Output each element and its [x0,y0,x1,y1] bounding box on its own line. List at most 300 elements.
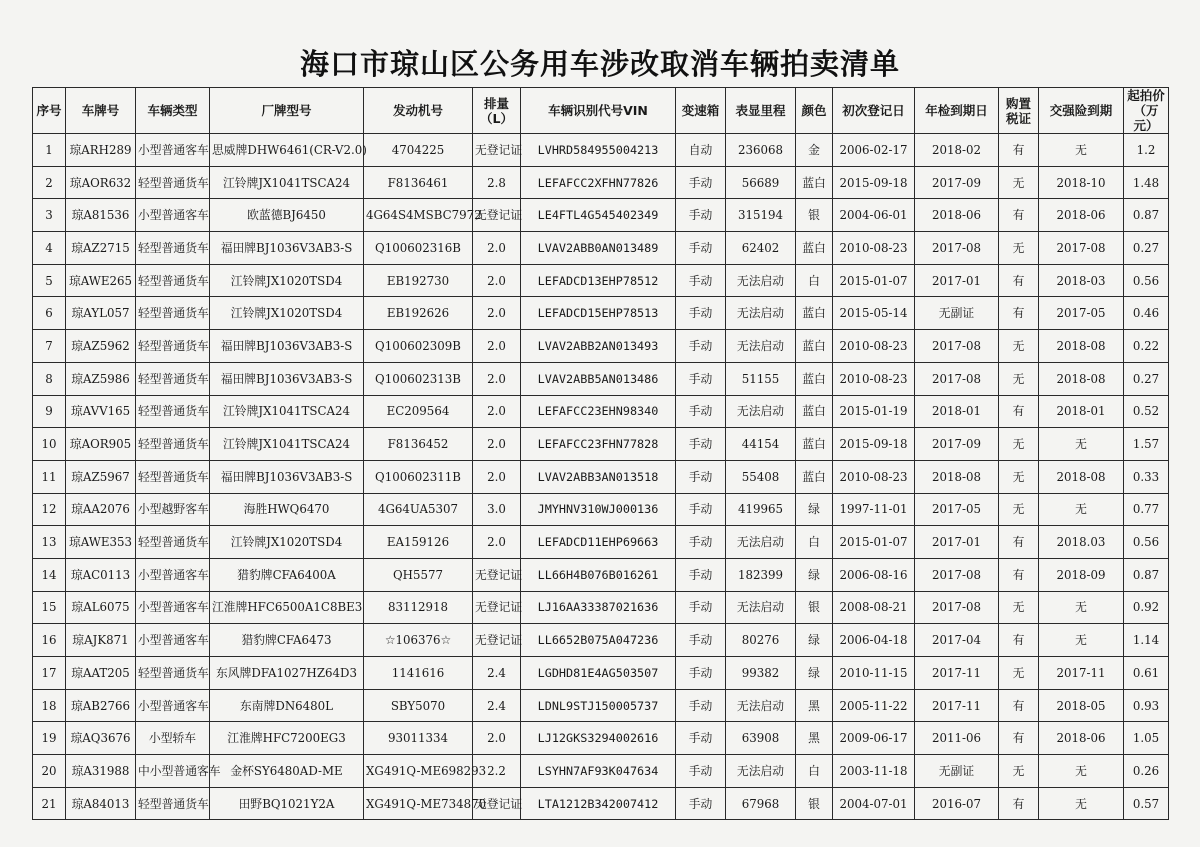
cell-displacement: 无登记证 [473,787,521,820]
table-row [33,526,1169,559]
col-header-vin: 车辆识别代号VIN [521,88,676,134]
cell-purchase-tax-cert: 无 [999,330,1039,363]
cell-gearbox: 手动 [676,591,726,624]
col-header-engine-no: 发动机号 [364,88,473,134]
cell-vehicle-type: 小型普通客车 [136,624,210,657]
cell-first-registration: 2006-02-17 [833,134,915,167]
cell-gearbox: 手动 [676,689,726,722]
cell-mileage: 无法启动 [726,297,796,330]
cell-inspection-due: 2017-01 [915,264,999,297]
cell-starting-price: 0.27 [1124,362,1169,395]
cell-purchase-tax-cert: 无 [999,428,1039,461]
cell-engine-no: EB192730 [364,264,473,297]
cell-starting-price: 0.87 [1124,558,1169,591]
cell-plate: 琼AVV165 [66,395,136,428]
cell-starting-price: 0.93 [1124,689,1169,722]
cell-gearbox: 手动 [676,787,726,820]
cell-model: 江铃牌JX1020TSD4 [210,297,364,330]
cell-vehicle-type: 轻型普通货车 [136,428,210,461]
cell-vin: LEFADCD11EHP69663 [521,526,676,559]
cell-plate: 琼AZ5986 [66,362,136,395]
cell-color: 蓝白 [796,395,833,428]
cell-gearbox: 手动 [676,199,726,232]
cell-index: 10 [33,428,66,461]
cell-gearbox: 手动 [676,166,726,199]
cell-color: 绿 [796,558,833,591]
cell-plate: 琼AZ2715 [66,232,136,265]
cell-index: 20 [33,755,66,788]
cell-index: 15 [33,591,66,624]
cell-first-registration: 2015-01-07 [833,264,915,297]
cell-plate: 琼AOR632 [66,166,136,199]
cell-first-registration: 2010-08-23 [833,330,915,363]
cell-mileage: 无法启动 [726,395,796,428]
cell-vehicle-type: 小型普通客车 [136,591,210,624]
cell-mileage: 无法启动 [726,689,796,722]
cell-starting-price: 1.48 [1124,166,1169,199]
cell-mileage: 无法启动 [726,264,796,297]
col-header-gearbox: 变速箱 [676,88,726,134]
cell-vin: LTA1212B342007412 [521,787,676,820]
cell-gearbox: 手动 [676,428,726,461]
cell-insurance-due: 2017-05 [1039,297,1124,330]
cell-model: 福田牌BJ1036V3AB3-S [210,232,364,265]
cell-starting-price: 0.56 [1124,526,1169,559]
cell-first-registration: 2005-11-22 [833,689,915,722]
cell-index: 21 [33,787,66,820]
cell-mileage: 62402 [726,232,796,265]
cell-color: 白 [796,755,833,788]
col-header-first-registration: 初次登记日 [833,88,915,134]
cell-starting-price: 1.57 [1124,428,1169,461]
cell-model: 思威牌DHW6461(CR-V2.0) [210,134,364,167]
cell-engine-no: 4G64S4MSBC7972 [364,199,473,232]
cell-index: 7 [33,330,66,363]
cell-plate: 琼AQ3676 [66,722,136,755]
table-row [33,330,1169,363]
cell-first-registration: 2010-08-23 [833,362,915,395]
cell-engine-no: F8136452 [364,428,473,461]
cell-starting-price: 0.87 [1124,199,1169,232]
cell-model: 猎豹牌CFA6400A [210,558,364,591]
table-row [33,755,1169,788]
table-row [33,232,1169,265]
cell-insurance-due: 2018-06 [1039,199,1124,232]
cell-displacement: 无登记证 [473,558,521,591]
cell-insurance-due: 2018-08 [1039,460,1124,493]
cell-inspection-due: 2018-01 [915,395,999,428]
table-row [33,460,1169,493]
col-header-starting-price: 起拍价（万元） [1124,88,1169,134]
table-row [33,624,1169,657]
cell-inspection-due: 2018-06 [915,199,999,232]
cell-index: 9 [33,395,66,428]
cell-plate: 琼ARH289 [66,134,136,167]
cell-engine-no: SBY5070 [364,689,473,722]
cell-vin: LVAV2ABB0AN013489 [521,232,676,265]
cell-inspection-due: 2017-08 [915,232,999,265]
col-header-model: 厂牌型号 [210,88,364,134]
cell-mileage: 182399 [726,558,796,591]
table-row [33,264,1169,297]
cell-inspection-due: 2017-08 [915,362,999,395]
col-header-inspection-due: 年检到期日 [915,88,999,134]
cell-gearbox: 手动 [676,232,726,265]
cell-plate: 琼AZ5967 [66,460,136,493]
cell-color: 蓝白 [796,297,833,330]
cell-first-registration: 2015-01-19 [833,395,915,428]
cell-vehicle-type: 小型普通客车 [136,134,210,167]
cell-first-registration: 2015-09-18 [833,166,915,199]
cell-mileage: 无法启动 [726,330,796,363]
cell-inspection-due: 2011-06 [915,722,999,755]
cell-gearbox: 手动 [676,722,726,755]
cell-index: 8 [33,362,66,395]
col-header-vehicle-type: 车辆类型 [136,88,210,134]
cell-displacement: 2.0 [473,330,521,363]
cell-insurance-due: 无 [1039,134,1124,167]
cell-purchase-tax-cert: 有 [999,264,1039,297]
cell-vin: LVHRD584955004213 [521,134,676,167]
cell-gearbox: 手动 [676,558,726,591]
cell-first-registration: 2008-08-21 [833,591,915,624]
cell-gearbox: 手动 [676,493,726,526]
cell-first-registration: 2015-09-18 [833,428,915,461]
cell-model: 江淮牌HFC6500A1C8BE3 [210,591,364,624]
cell-vehicle-type: 小型普通客车 [136,689,210,722]
cell-insurance-due: 无 [1039,624,1124,657]
cell-index: 6 [33,297,66,330]
cell-purchase-tax-cert: 无 [999,755,1039,788]
cell-displacement: 2.0 [473,264,521,297]
cell-purchase-tax-cert: 有 [999,134,1039,167]
cell-insurance-due: 无 [1039,591,1124,624]
cell-model: 东风牌DFA1027HZ64D3 [210,657,364,690]
cell-first-registration: 2009-06-17 [833,722,915,755]
cell-inspection-due: 2018-02 [915,134,999,167]
col-header-index: 序号 [33,88,66,134]
cell-first-registration: 2010-11-15 [833,657,915,690]
cell-purchase-tax-cert: 有 [999,297,1039,330]
cell-displacement: 2.0 [473,297,521,330]
cell-starting-price: 0.26 [1124,755,1169,788]
cell-vin: LJ12GKS3294002616 [521,722,676,755]
cell-color: 蓝白 [796,362,833,395]
cell-purchase-tax-cert: 有 [999,558,1039,591]
cell-inspection-due: 2017-09 [915,428,999,461]
cell-model: 金杯SY6480AD-ME [210,755,364,788]
cell-starting-price: 0.27 [1124,232,1169,265]
table-row [33,787,1169,820]
cell-vin: LSYHN7AF93K047634 [521,755,676,788]
cell-mileage: 无法启动 [726,591,796,624]
cell-plate: 琼AC0113 [66,558,136,591]
cell-engine-no: 4704225 [364,134,473,167]
cell-index: 11 [33,460,66,493]
cell-purchase-tax-cert: 有 [999,787,1039,820]
cell-gearbox: 手动 [676,526,726,559]
cell-starting-price: 1.14 [1124,624,1169,657]
cell-vin: LVAV2ABB3AN013518 [521,460,676,493]
cell-vehicle-type: 轻型普通货车 [136,362,210,395]
cell-vehicle-type: 轻型普通货车 [136,232,210,265]
cell-engine-no: XG491Q-ME734870 [364,787,473,820]
cell-engine-no: Q100602309B [364,330,473,363]
cell-model: 江铃牌JX1041TSCA24 [210,166,364,199]
cell-purchase-tax-cert: 无 [999,657,1039,690]
cell-starting-price: 0.77 [1124,493,1169,526]
cell-model: 东南牌DN6480L [210,689,364,722]
cell-insurance-due: 2018-05 [1039,689,1124,722]
cell-plate: 琼AB2766 [66,689,136,722]
cell-first-registration: 2010-08-23 [833,232,915,265]
cell-displacement: 2.4 [473,657,521,690]
cell-color: 蓝白 [796,428,833,461]
cell-color: 黑 [796,722,833,755]
cell-plate: 琼AAT205 [66,657,136,690]
cell-engine-no: 93011334 [364,722,473,755]
cell-vin: LL6652B075A047236 [521,624,676,657]
cell-insurance-due: 无 [1039,787,1124,820]
col-header-displacement: 排量（L） [473,88,521,134]
cell-engine-no: Q100602311B [364,460,473,493]
cell-starting-price: 0.92 [1124,591,1169,624]
cell-index: 14 [33,558,66,591]
cell-model: 海胜HWQ6470 [210,493,364,526]
cell-purchase-tax-cert: 无 [999,460,1039,493]
cell-plate: 琼AL6075 [66,591,136,624]
table-row [33,558,1169,591]
cell-engine-no: QH5577 [364,558,473,591]
cell-inspection-due: 2017-08 [915,558,999,591]
cell-purchase-tax-cert: 有 [999,395,1039,428]
cell-engine-no: Q100602316B [364,232,473,265]
cell-displacement: 2.0 [473,526,521,559]
cell-engine-no: EA159126 [364,526,473,559]
cell-engine-no: 83112918 [364,591,473,624]
cell-insurance-due: 2017-11 [1039,657,1124,690]
cell-vehicle-type: 轻型普通货车 [136,526,210,559]
cell-mileage: 67968 [726,787,796,820]
cell-insurance-due: 无 [1039,755,1124,788]
cell-vin: LEFAFCC2XFHN77826 [521,166,676,199]
cell-purchase-tax-cert: 无 [999,493,1039,526]
col-header-color: 颜色 [796,88,833,134]
cell-vin: LEFAFCC23EHN98340 [521,395,676,428]
cell-gearbox: 手动 [676,362,726,395]
cell-starting-price: 0.61 [1124,657,1169,690]
cell-color: 白 [796,264,833,297]
cell-color: 绿 [796,657,833,690]
cell-engine-no: 4G64UA5307 [364,493,473,526]
cell-insurance-due: 2018-08 [1039,330,1124,363]
cell-engine-no: 1141616 [364,657,473,690]
cell-vehicle-type: 轻型普通货车 [136,395,210,428]
cell-first-registration: 2015-01-07 [833,526,915,559]
table-row [33,689,1169,722]
cell-mileage: 99382 [726,657,796,690]
cell-vehicle-type: 轻型普通货车 [136,787,210,820]
cell-purchase-tax-cert: 无 [999,362,1039,395]
col-header-insurance-due: 交强险到期 [1039,88,1124,134]
cell-vin: LE4FTL4G545402349 [521,199,676,232]
cell-displacement: 2.0 [473,722,521,755]
cell-inspection-due: 2017-04 [915,624,999,657]
cell-index: 19 [33,722,66,755]
cell-inspection-due: 2017-08 [915,591,999,624]
cell-model: 福田牌BJ1036V3AB3-S [210,460,364,493]
cell-vehicle-type: 轻型普通货车 [136,460,210,493]
cell-color: 银 [796,591,833,624]
table-row [33,395,1169,428]
table-row [33,166,1169,199]
cell-model: 田野BQ1021Y2A [210,787,364,820]
col-header-mileage: 表显里程 [726,88,796,134]
cell-insurance-due: 无 [1039,428,1124,461]
cell-color: 蓝白 [796,232,833,265]
col-header-plate: 车牌号 [66,88,136,134]
cell-purchase-tax-cert: 有 [999,526,1039,559]
cell-purchase-tax-cert: 有 [999,722,1039,755]
table-row [33,591,1169,624]
cell-engine-no: F8136461 [364,166,473,199]
cell-color: 蓝白 [796,330,833,363]
table-row [33,657,1169,690]
cell-model: 猎豹牌CFA6473 [210,624,364,657]
cell-displacement: 2.8 [473,166,521,199]
cell-displacement: 无登记证 [473,134,521,167]
cell-index: 1 [33,134,66,167]
cell-starting-price: 0.56 [1124,264,1169,297]
cell-gearbox: 手动 [676,657,726,690]
cell-plate: 琼AZ5962 [66,330,136,363]
cell-color: 绿 [796,624,833,657]
cell-vehicle-type: 小型越野客车 [136,493,210,526]
cell-plate: 琼AJK871 [66,624,136,657]
table-row [33,199,1169,232]
cell-vehicle-type: 小型普通客车 [136,558,210,591]
cell-color: 白 [796,526,833,559]
cell-plate: 琼A84013 [66,787,136,820]
cell-plate: 琼AOR905 [66,428,136,461]
cell-gearbox: 手动 [676,460,726,493]
cell-purchase-tax-cert: 无 [999,166,1039,199]
cell-color: 绿 [796,493,833,526]
cell-gearbox: 手动 [676,297,726,330]
cell-inspection-due: 2017-01 [915,526,999,559]
table-row [33,134,1169,167]
cell-mileage: 56689 [726,166,796,199]
cell-starting-price: 0.52 [1124,395,1169,428]
cell-index: 17 [33,657,66,690]
cell-index: 3 [33,199,66,232]
cell-insurance-due: 2018-08 [1039,362,1124,395]
cell-insurance-due: 2018.03 [1039,526,1124,559]
cell-displacement: 2.4 [473,689,521,722]
cell-mileage: 80276 [726,624,796,657]
cell-vin: LVAV2ABB5AN013486 [521,362,676,395]
table-header-row [33,88,1169,134]
cell-index: 12 [33,493,66,526]
cell-index: 2 [33,166,66,199]
cell-mileage: 51155 [726,362,796,395]
cell-inspection-due: 2017-11 [915,689,999,722]
table-row [33,493,1169,526]
cell-gearbox: 手动 [676,755,726,788]
cell-engine-no: EB192626 [364,297,473,330]
cell-vin: LDNL9STJ150005737 [521,689,676,722]
cell-model: 江铃牌JX1041TSCA24 [210,428,364,461]
cell-color: 银 [796,199,833,232]
cell-starting-price: 0.46 [1124,297,1169,330]
cell-mileage: 419965 [726,493,796,526]
cell-first-registration: 2003-11-18 [833,755,915,788]
cell-engine-no: ☆106376☆ [364,624,473,657]
cell-model: 欧蓝德BJ6450 [210,199,364,232]
cell-purchase-tax-cert: 有 [999,624,1039,657]
cell-plate: 琼AYL057 [66,297,136,330]
cell-vehicle-type: 小型轿车 [136,722,210,755]
cell-vin: LEFADCD15EHP78513 [521,297,676,330]
cell-insurance-due: 2018-03 [1039,264,1124,297]
cell-model: 江淮牌HFC7200EG3 [210,722,364,755]
cell-gearbox: 手动 [676,264,726,297]
cell-inspection-due: 无副证 [915,755,999,788]
cell-color: 金 [796,134,833,167]
cell-vehicle-type: 轻型普通货车 [136,264,210,297]
cell-gearbox: 手动 [676,330,726,363]
cell-index: 4 [33,232,66,265]
cell-inspection-due: 2017-09 [915,166,999,199]
cell-insurance-due: 2017-08 [1039,232,1124,265]
cell-starting-price: 0.33 [1124,460,1169,493]
vehicle-auction-table [32,87,1169,820]
cell-insurance-due: 2018-09 [1039,558,1124,591]
cell-first-registration: 2004-07-01 [833,787,915,820]
cell-displacement: 2.0 [473,395,521,428]
cell-displacement: 无登记证 [473,591,521,624]
cell-first-registration: 2004-06-01 [833,199,915,232]
cell-vehicle-type: 轻型普通货车 [136,657,210,690]
cell-insurance-due: 2018-06 [1039,722,1124,755]
cell-gearbox: 手动 [676,624,726,657]
cell-model: 福田牌BJ1036V3AB3-S [210,362,364,395]
cell-displacement: 3.0 [473,493,521,526]
cell-mileage: 无法启动 [726,755,796,788]
cell-mileage: 63908 [726,722,796,755]
cell-vin: LVAV2ABB2AN013493 [521,330,676,363]
cell-first-registration: 1997-11-01 [833,493,915,526]
cell-inspection-due: 2017-11 [915,657,999,690]
cell-inspection-due: 2017-05 [915,493,999,526]
cell-vin: LEFADCD13EHP78512 [521,264,676,297]
cell-inspection-due: 2016-07 [915,787,999,820]
cell-plate: 琼AA2076 [66,493,136,526]
table-row [33,362,1169,395]
cell-starting-price: 0.22 [1124,330,1169,363]
cell-vin: LL66H4B076B016261 [521,558,676,591]
cell-vin: LGDHD81E4AG503507 [521,657,676,690]
cell-model: 江铃牌JX1020TSD4 [210,526,364,559]
table-row [33,722,1169,755]
cell-insurance-due: 2018-01 [1039,395,1124,428]
cell-displacement: 无登记证 [473,199,521,232]
cell-purchase-tax-cert: 无 [999,232,1039,265]
cell-displacement: 2.0 [473,362,521,395]
cell-mileage: 315194 [726,199,796,232]
cell-starting-price: 0.57 [1124,787,1169,820]
cell-displacement: 2.0 [473,232,521,265]
